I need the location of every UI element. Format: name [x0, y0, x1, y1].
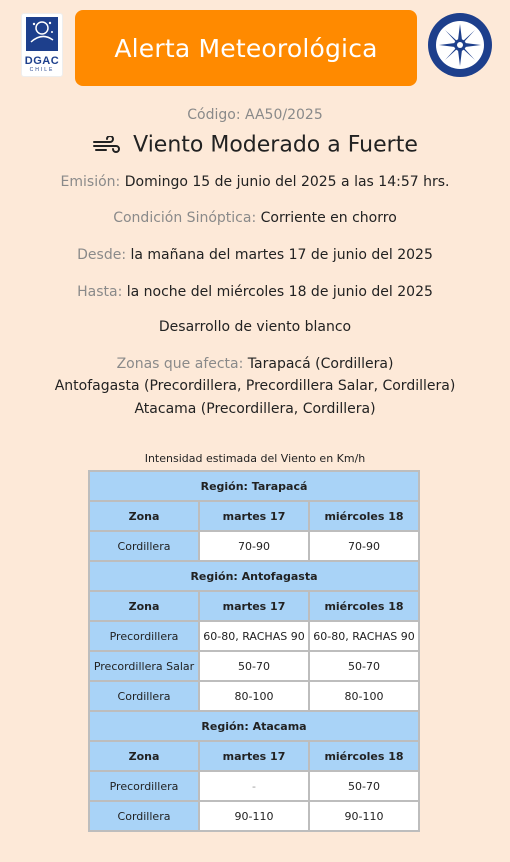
title-banner [75, 10, 417, 86]
from-value: la mañana del martes 17 de junio del 2025 [130, 247, 433, 263]
emission [0, 173, 510, 191]
region-row [90, 562, 418, 590]
from-label: Desde: [77, 247, 127, 263]
column-header-row [90, 592, 418, 620]
zones-label: Zonas que afecta: [116, 356, 244, 372]
day1-value: 70-90 [200, 532, 308, 560]
page-title: Alerta Meteorológica [114, 33, 378, 63]
synoptic-condition [0, 209, 510, 227]
synoptic-label: Condición Sinóptica: [113, 210, 257, 226]
table-row [90, 802, 418, 830]
meteochile-logo [427, 12, 493, 78]
zone-cell: Precordillera Salar [90, 652, 198, 680]
zone-cell: Precordillera [90, 772, 198, 800]
col-zone-header: Zona [90, 742, 198, 770]
zones-tarapaca: Tarapacá (Cordillera) [247, 356, 394, 372]
col-day1-header: martes 17 [200, 742, 308, 770]
day2-value: 90-110 [310, 802, 418, 830]
alert-note-text: Desarrollo de viento blanco [158, 319, 352, 335]
day1-value: 60-80, RACHAS 90 [200, 622, 308, 650]
region-title: Región: Atacama [90, 712, 418, 740]
day2-value: 50-70 [310, 652, 418, 680]
region-title: Región: Antofagasta [90, 562, 418, 590]
dgac-logo-text: DGAC [24, 55, 60, 67]
zones-line-1 [0, 355, 510, 373]
table-caption: Intensidad estimada del Viento en Km/h [144, 452, 366, 465]
day1-value: - [200, 772, 308, 800]
emission-value: Domingo 15 de junio del 2025 a las 14:57 hrs. [124, 174, 450, 190]
alert-code [0, 106, 510, 124]
col-day2-header: miércoles 18 [310, 502, 418, 530]
region-title: Región: Tarapacá [90, 472, 418, 500]
header [0, 0, 510, 96]
day2-value: 80-100 [310, 682, 418, 710]
wind-icon [92, 136, 120, 154]
table-row [90, 772, 418, 800]
alert-code-label: Código: [187, 107, 241, 123]
col-day1-header: martes 17 [200, 592, 308, 620]
column-header-row [90, 742, 418, 770]
alert-event-title: Viento Moderado a Fuerte [133, 132, 418, 158]
zones-atacama: Atacama (Precordillera, Cordillera) [134, 401, 376, 417]
day1-value: 80-100 [200, 682, 308, 710]
from-date [0, 246, 510, 264]
emission-label: Emisión: [60, 174, 121, 190]
day2-value: 50-70 [310, 772, 418, 800]
col-day2-header: miércoles 18 [310, 592, 418, 620]
col-zone-header: Zona [90, 592, 198, 620]
alert-code-value: AA50/2025 [245, 107, 323, 123]
dgac-logo [22, 14, 62, 76]
alert-event [0, 132, 510, 158]
to-value: la noche del miércoles 18 de junio del 2025 [126, 284, 433, 300]
dgac-emblem-icon [22, 14, 62, 54]
region-row [90, 472, 418, 500]
day2-value: 60-80, RACHAS 90 [310, 622, 418, 650]
zones-antofagasta: Antofagasta (Precordillera, Precordillera Salar, Cordillera) [54, 378, 456, 394]
to-date [0, 283, 510, 301]
to-label: Hasta: [77, 284, 123, 300]
table-row [90, 682, 418, 710]
day1-value: 90-110 [200, 802, 308, 830]
col-day2-header: miércoles 18 [310, 742, 418, 770]
table-row [90, 622, 418, 650]
zone-cell: Cordillera [90, 802, 198, 830]
col-zone-header: Zona [90, 502, 198, 530]
table-row [90, 652, 418, 680]
day2-value: 70-90 [310, 532, 418, 560]
column-header-row [90, 502, 418, 530]
region-row [90, 712, 418, 740]
alert-note [0, 318, 510, 336]
day1-value: 50-70 [200, 652, 308, 680]
synoptic-value: Corriente en chorro [260, 210, 397, 226]
dgac-logo-subtext: CHILE [29, 67, 55, 73]
zones-line-3 [0, 400, 510, 418]
zone-cell: Precordillera [90, 622, 198, 650]
zones-line-2 [0, 377, 510, 395]
wind-intensity-table [88, 470, 420, 832]
table-row [90, 532, 418, 560]
zone-cell: Cordillera [90, 682, 198, 710]
zone-cell: Cordillera [90, 532, 198, 560]
col-day1-header: martes 17 [200, 502, 308, 530]
